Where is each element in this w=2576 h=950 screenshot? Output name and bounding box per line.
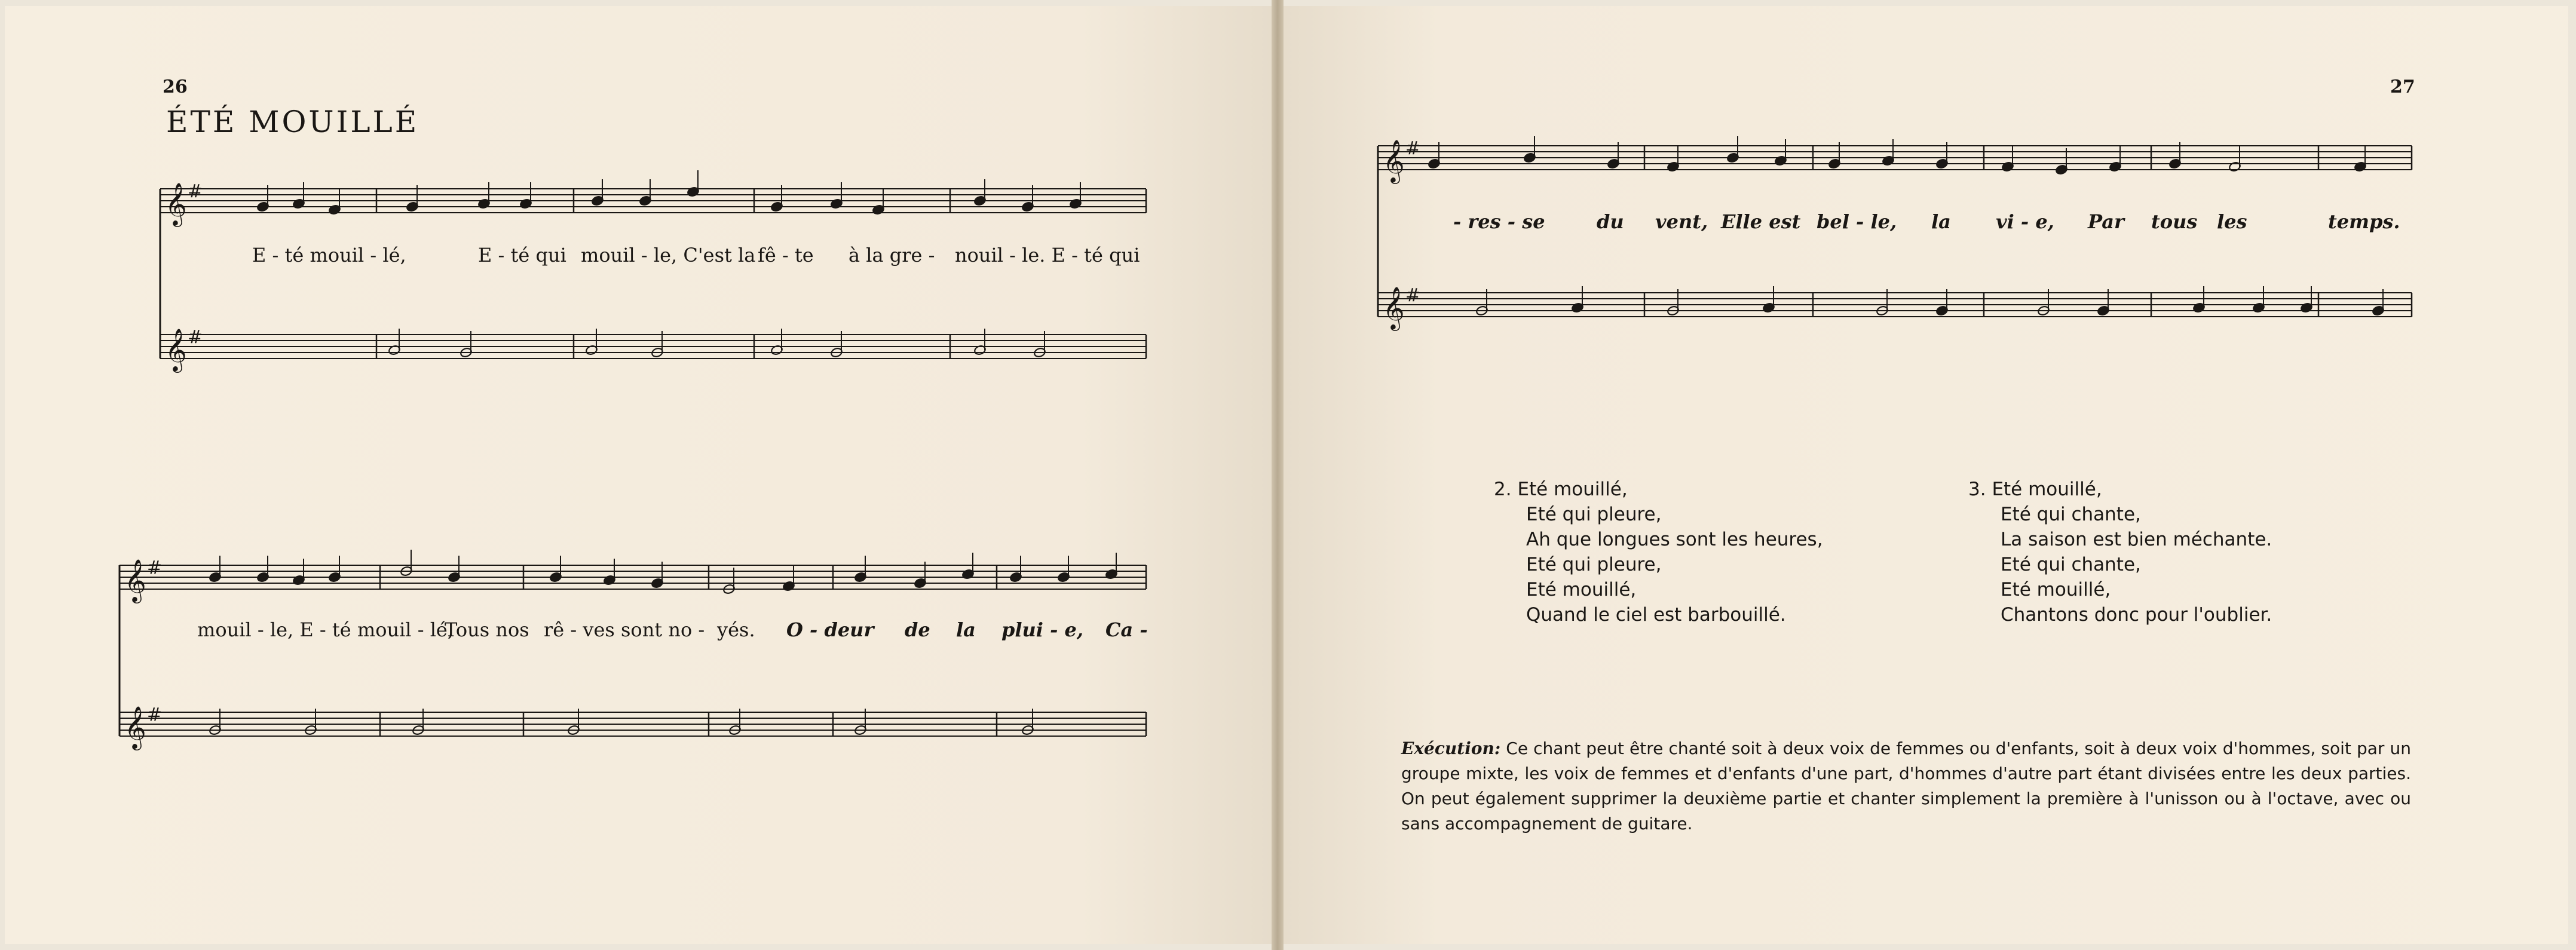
lyric-s3-a: - res - se — [1453, 210, 1545, 233]
verse-2-line-2: Eté qui pleure, — [1526, 504, 1662, 525]
verse-3-line-4: Eté qui chante, — [2001, 554, 2141, 575]
lyric-s2-m1: mouil - le, E - té mouil - lé, — [197, 618, 454, 641]
verse-3-line-3: La saison est bien méchante. — [2001, 529, 2272, 550]
lyric-s1-m1: E - té mouil - lé, — [252, 244, 406, 266]
treble-clef: 𝄞 — [165, 327, 187, 371]
lyric-s3-f: la — [1931, 210, 1951, 233]
execution-paragraph — [1401, 736, 2411, 836]
verse-2-number: 2. — [1494, 479, 1512, 500]
verse-3-line-1-text: Eté mouillé, — [1992, 479, 2102, 500]
verse-3-line-1 — [1968, 477, 2272, 502]
treble-clef: 𝄞 — [1383, 139, 1405, 182]
lyric-s3-i: tous — [2151, 210, 2198, 233]
verse-2-line-1 — [1494, 477, 1823, 502]
treble-clef: 𝄞 — [1383, 286, 1405, 329]
key-signature-sharp: # — [188, 181, 203, 202]
treble-clef: 𝄞 — [124, 558, 146, 602]
verse-3-line-2: Eté qui chante, — [2001, 504, 2141, 525]
lyric-s1-m2: E - té qui — [478, 244, 566, 266]
lyric-s3-d: Elle est — [1721, 210, 1801, 233]
lyric-s1-m4: fê - te — [758, 244, 814, 266]
page-number-left: 26 — [163, 76, 188, 97]
key-signature-sharp: # — [188, 327, 203, 348]
lyric-s3-h: Par — [2088, 210, 2124, 233]
lyric-s2-m5c: la — [956, 618, 976, 641]
song-title: ÉTÉ MOUILLÉ — [166, 105, 419, 139]
execution-text: Ce chant peut être chanté soit à deux voix de femmes ou d'enfants, soit à deux voix d'hommes, soit par un groupe mixte, les voix de femmes et d'enfants d'une part, d'hommes d'autre part étant divisées entre les deux parties. On peut également supprimer la deuxième partie et chanter simplement la première à l'unisson ou à l'octave, avec ou sans accompagnement de guitare. — [1401, 738, 2412, 833]
verse-3-number: 3. — [1968, 479, 1986, 500]
key-signature-sharp: # — [147, 704, 163, 725]
lyric-s2-m2: Tous nos — [445, 618, 529, 641]
key-signature-sharp: # — [1405, 138, 1421, 159]
lyric-s1-m4b: à la gre - — [849, 244, 935, 266]
verse-2-line-3: Ah que longues sont les heures, — [1526, 529, 1823, 550]
lyric-s3-c: vent, — [1655, 210, 1708, 233]
verse-2-line-5: Eté mouillé, — [1526, 579, 1637, 600]
verse-2-line-6: Quand le ciel est barbouillé. — [1526, 604, 1786, 626]
lyric-s3-k: temps. — [2328, 210, 2400, 233]
lyric-s3-b: du — [1597, 210, 1624, 233]
treble-clef: 𝄞 — [165, 182, 187, 225]
execution-label: Exécution: — [1401, 738, 1501, 758]
verse-3-line-6: Chantons donc pour l'oublier. — [2001, 604, 2272, 626]
lyric-s3-j: les — [2217, 210, 2247, 233]
verse-2-line-1-text: Eté mouillé, — [1517, 479, 1628, 500]
key-signature-sharp: # — [147, 557, 163, 578]
lyric-s3-e: bel - le, — [1817, 210, 1897, 233]
verse-3 — [1968, 477, 2272, 627]
page-number-right: 27 — [2390, 76, 2415, 97]
verse-2-line-4: Eté qui pleure, — [1526, 554, 1662, 575]
lyric-s2-m5b: de — [905, 618, 930, 641]
treble-clef: 𝄞 — [124, 705, 146, 749]
verse-3-line-5: Eté mouillé, — [2001, 579, 2111, 600]
lyric-s2-m6b: Ca - — [1105, 618, 1148, 641]
lyric-s1-m3: mouil - le, C'est la — [581, 244, 756, 266]
key-signature-sharp: # — [1405, 285, 1421, 306]
lyric-s3-g: vi - e, — [1996, 210, 2054, 233]
lyric-s2-m5a: O - deur — [786, 618, 874, 641]
lyric-s2-m3: rê - ves sont no - — [544, 618, 705, 641]
lyric-s2-m4: yés. — [717, 618, 755, 641]
verse-2 — [1494, 477, 1823, 627]
lyric-s2-m6a: plui - e, — [1001, 618, 1084, 641]
lyric-s1-m5: nouil - le. E - té qui — [955, 244, 1140, 266]
